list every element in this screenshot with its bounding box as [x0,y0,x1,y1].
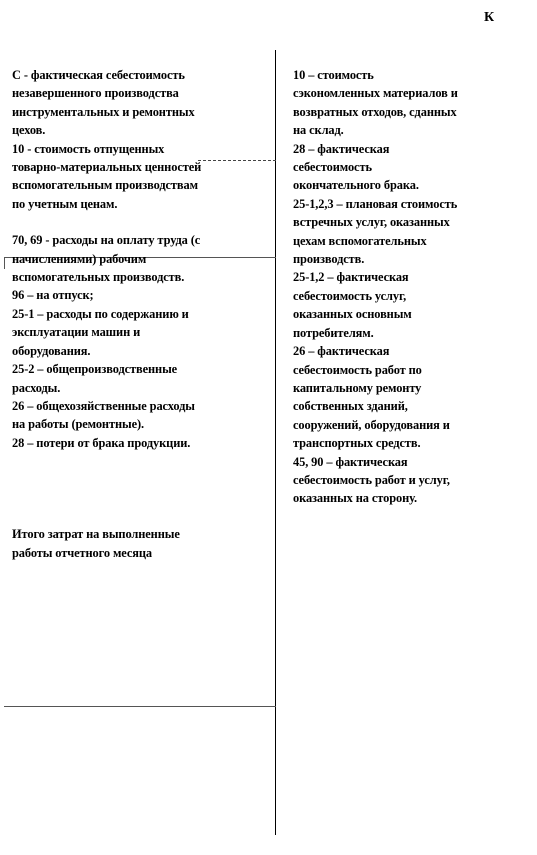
right-line: 10 – стоимость [293,68,374,82]
right-line: потребителям. [293,325,374,340]
right-line: цехам вспомогательных [293,233,427,248]
right-line: себестоимость работ и услуг, [293,472,450,487]
total-line: Итого затрат на выполненные [12,527,180,542]
left-line: 70, 69 - расходы на оплату труда (с [12,233,201,248]
horizontal-rule-3 [4,706,276,707]
right-line: 26 – фактическая [293,344,390,359]
left-line: вспомогательных производств. [12,270,185,285]
right-line: капитальному ремонту [293,380,422,395]
right-line: на склад. [293,123,344,138]
right-line: себестоимость услуг, [293,288,407,303]
left-line: по учетным ценам. [12,196,118,211]
right-line: 25-1,2 – фактическая [293,270,409,285]
right-line: себестоимость [293,160,372,175]
left-line: товарно-материальных ценностей [12,160,202,175]
right-line: встречных услуг, оказанных [293,215,450,230]
left-line: оборудования. [12,343,91,358]
left-line: 10 - стоимость отпущенных [12,141,165,156]
left-line: 28 – потери от брака продукции. [12,435,191,450]
left-line: 25-1 – расходы по содержанию и [12,306,189,321]
left-line: эксплуатации машин и [12,325,141,340]
right-line: окончательного брака. [293,178,419,193]
left-line: инструментальных и ремонтных [12,104,195,119]
left-line: незавершенного производства [12,86,179,101]
right-line: 28 – фактическая [293,141,390,156]
corner-letter: К [484,10,495,25]
column-divider [275,50,276,835]
right-line: 25-1,2,3 – плановая стоимость [293,196,458,211]
right-line: оказанных основным [293,307,412,322]
left-line: 26 – общехозяйственные расходы [12,398,195,413]
left-line: С - фактическая себестоимость [12,68,185,82]
right-column [293,66,523,508]
total-line: работы отчетного месяца [12,545,152,560]
left-line: вспомогательным производствам [12,178,198,193]
right-line: 45, 90 – фактическая [293,454,408,469]
right-line: собственных зданий, [293,399,408,414]
horizontal-rule-2-tick [4,257,5,269]
right-line: транспортных средств. [293,436,421,451]
left-line: на работы (ремонтные). [12,417,144,432]
right-line: производств. [293,252,365,267]
left-line: 96 – на отпуск; [12,288,94,303]
left-column [12,66,270,562]
right-line: себестоимость работ по [293,362,422,377]
left-line: 25-2 – общепроизводственные [12,362,178,377]
left-line: цехов. [12,123,46,138]
right-line: оказанных на сторону. [293,491,417,506]
right-line: сэкономленных материалов и [293,86,458,101]
right-line: возвратных отходов, сданных [293,104,457,119]
left-line: расходы. [12,380,61,395]
right-line: сооружений, оборудования и [293,417,450,432]
left-line: начислениями) рабочим [12,251,147,266]
